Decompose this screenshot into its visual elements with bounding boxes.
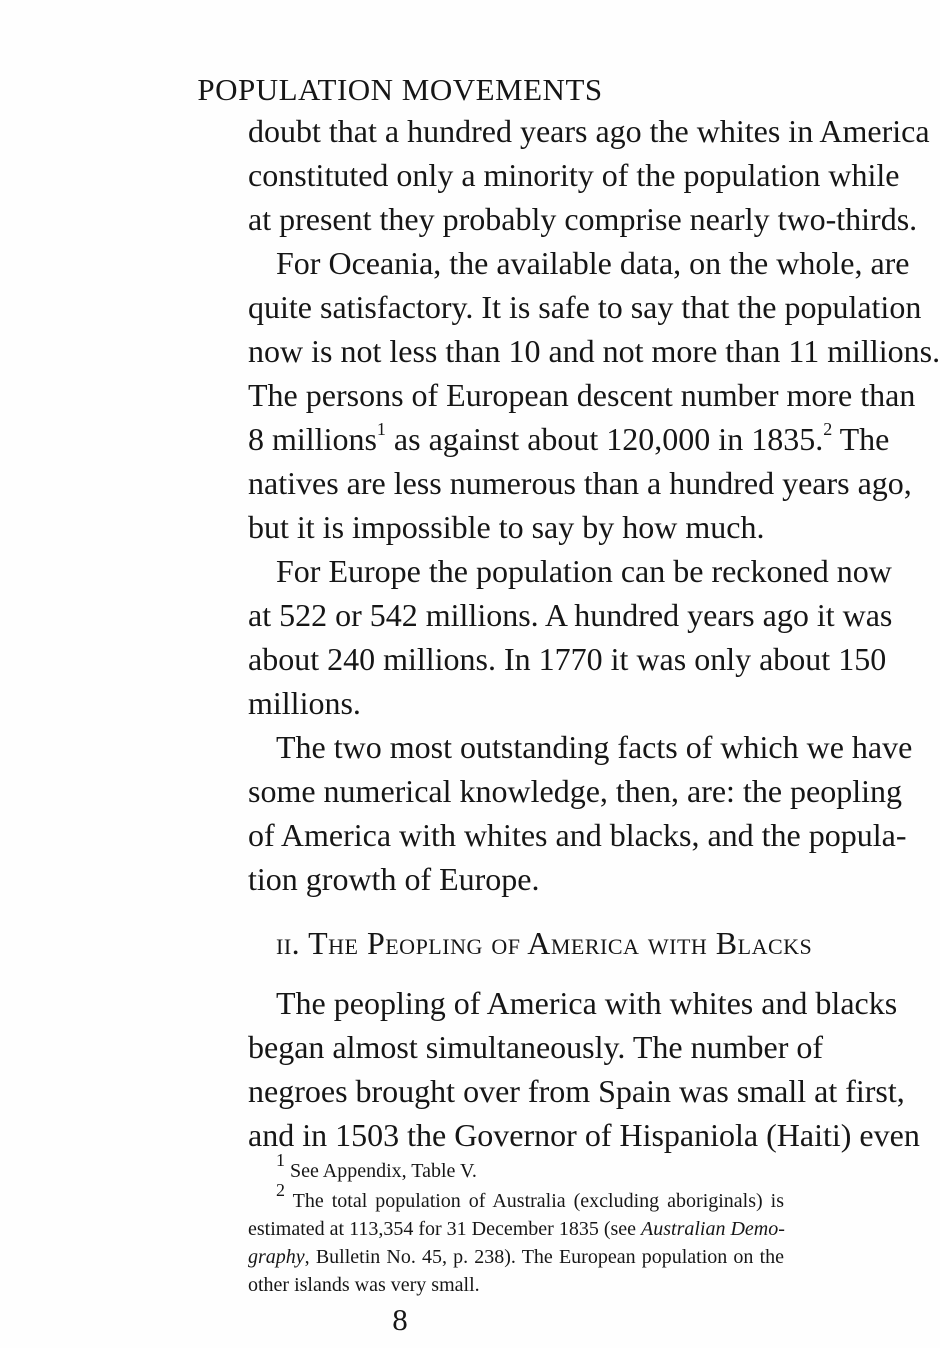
body-line: quite satisfactory. It is safe to say that the population <box>248 289 922 325</box>
footnote-2-line: graphy, Bulletin No. 45, p. 238). The European population on the <box>248 1246 784 1268</box>
section-title: The Peopling of America with Blacks <box>308 925 813 961</box>
body-line <box>248 419 890 458</box>
body-line: began almost simultaneously. The number of <box>248 1029 823 1065</box>
body-line: For Oceania, the available data, on the whole, are <box>276 245 910 281</box>
footnote-1-text: See Appendix, Table V. <box>290 1160 477 1182</box>
body-line: For Europe the population can be reckoned now <box>276 553 892 589</box>
body-line: The two most outstanding facts of which we have <box>276 729 913 765</box>
page-number: 8 <box>392 1302 408 1337</box>
footnote-2-line: other islands was very small. <box>248 1274 480 1296</box>
body-line: of America with whites and blacks, and the popula- <box>248 817 907 853</box>
footnote-ref-1[interactable]: 1 <box>376 419 386 440</box>
footnote-1 <box>276 1150 812 1183</box>
body-line: at present they probably comprise nearly two-thirds. <box>248 201 918 237</box>
body-line: doubt that a hundred years ago the whites in America <box>248 113 930 149</box>
body-line: natives are less numerous than a hundred years ago, <box>248 465 912 501</box>
body-text: 8 millions <box>248 421 377 457</box>
body-line: millions. <box>248 685 361 721</box>
body-line: tion growth of Europe. <box>248 861 540 897</box>
footnote-2-mark: 2 <box>276 1180 285 1201</box>
body-line: at 522 or 542 millions. A hundred years ago it was <box>248 597 893 633</box>
body-line: and in 1503 the Governor of Hispaniola (Haiti) even <box>248 1117 920 1153</box>
body-line: but it is impossible to say by how much. <box>248 509 765 545</box>
body-line: some numerical knowledge, then, are: the peopling <box>248 773 903 809</box>
body-line: about 240 millions. In 1770 it was only about 150 <box>248 641 887 677</box>
body-line: constituted only a minority of the population while <box>248 157 900 193</box>
running-header: POPULATION MOVEMENTS <box>197 72 603 107</box>
section-number: ii. <box>276 925 301 961</box>
section-heading <box>276 925 812 962</box>
footnote-1-mark: 1 <box>276 1150 285 1171</box>
body-line: The peopling of America with whites and blacks <box>276 985 898 1021</box>
body-line: negroes brought over from Spain was small at first, <box>248 1073 905 1109</box>
footnote-ref-2[interactable]: 2 <box>823 419 833 440</box>
footnote-2-line: estimated at 113,354 for 31 December 1835 (see Australian Demo- <box>248 1218 785 1240</box>
body-line: The persons of European descent number more than <box>248 377 916 413</box>
body-line: now is not less than 10 and not more than 11 millions. <box>248 333 940 369</box>
body-text: as against about 120,000 in 1835. <box>393 421 824 457</box>
footnote-2-line: $^2$ The total population of Australia (excluding aboriginals) is <box>276 1180 785 1212</box>
body-text: The <box>839 421 890 457</box>
